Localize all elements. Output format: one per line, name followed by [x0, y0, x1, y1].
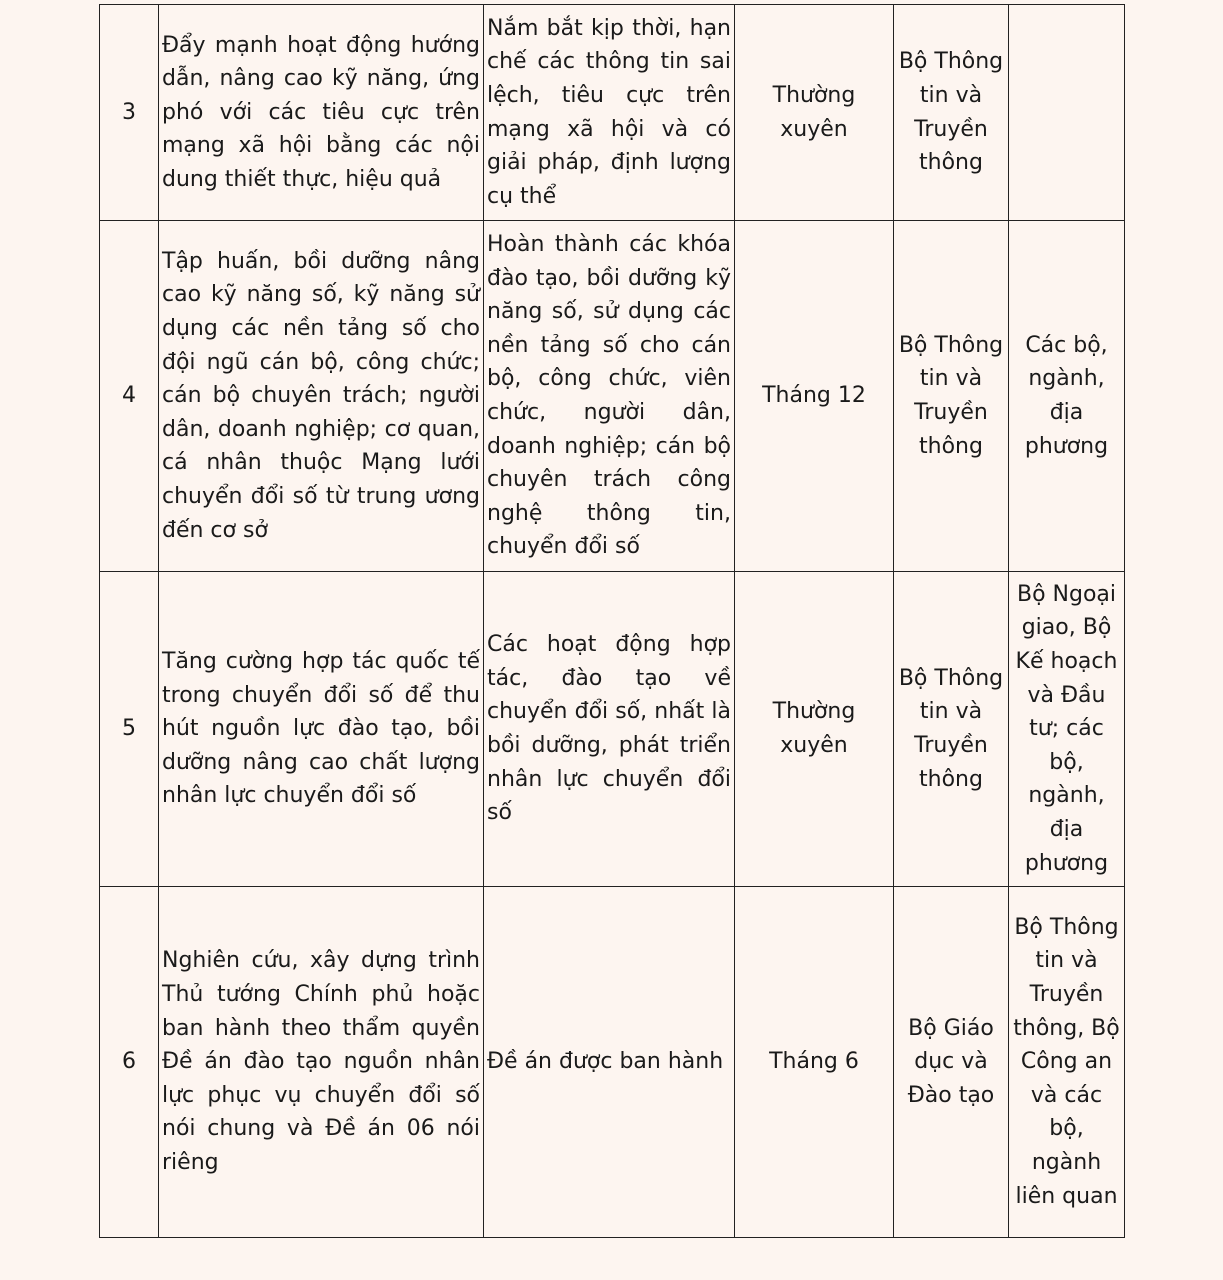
- row-number: 6: [100, 887, 159, 1238]
- expected-result: Nắm bắt kịp thời, hạn chế các thông tin sai lệch, tiêu cực trên mạng xã hội và có giải pháp, định lượng cụ thể: [484, 5, 735, 221]
- task-description: Tập huấn, bồi dưỡng nâng cao kỹ năng số, kỹ năng sử dụng các nền tảng số cho đội ngũ cán bộ, công chức; cán bộ chuyên trách; người dân, doanh nghiệp; cơ quan, cá nhân thuộc Mạng lưới chuyển đổi số từ trung ương đến cơ sở: [159, 221, 484, 572]
- table-row: [100, 221, 1125, 572]
- deadline: Tháng 6: [735, 887, 894, 1238]
- task-description: Đẩy mạnh hoạt động hướng dẫn, nâng cao kỹ năng, ứng phó với các tiêu cực trên mạng xã hội bằng các nội dung thiết thực, hiệu quả: [159, 5, 484, 221]
- table-row: [100, 5, 1125, 221]
- expected-result: Đề án được ban hành: [484, 887, 735, 1238]
- task-description: Nghiên cứu, xây dựng trình Thủ tướng Chính phủ hoặc ban hành theo thẩm quyền Đề án đào tạo nguồn nhân lực phục vụ chuyển đổi số nói chung và Đề án 06 nói riêng: [159, 887, 484, 1238]
- row-number: 3: [100, 5, 159, 221]
- task-description: Tăng cường hợp tác quốc tế trong chuyển đổi số để thu hút nguồn lực đào tạo, bồi dưỡng nâng cao chất lượng nhân lực chuyển đổi số: [159, 572, 484, 887]
- row-number: 4: [100, 221, 159, 572]
- coordinating-agency: [1009, 5, 1125, 221]
- lead-agency: Bộ Thông tin và Truyền thông: [894, 5, 1009, 221]
- deadline: Thường xuyên: [735, 572, 894, 887]
- row-number: 5: [100, 572, 159, 887]
- lead-agency: Bộ Giáo dục và Đào tạo: [894, 887, 1009, 1238]
- coordinating-agency: Các bộ, ngành, địa phương: [1009, 221, 1125, 572]
- expected-result: Các hoạt động hợp tác, đào tạo về chuyển đổi số, nhất là bồi dưỡng, phát triển nhân lực chuyển đổi số: [484, 572, 735, 887]
- lead-agency: Bộ Thông tin và Truyền thông: [894, 572, 1009, 887]
- deadline: Thường xuyên: [735, 5, 894, 221]
- table-row: [100, 887, 1125, 1238]
- lead-agency: Bộ Thông tin và Truyền thông: [894, 221, 1009, 572]
- coordinating-agency: Bộ Thông tin và Truyền thông, Bộ Công an và các bộ, ngành liên quan: [1009, 887, 1125, 1238]
- table-row: [100, 572, 1125, 887]
- deadline: Tháng 12: [735, 221, 894, 572]
- task-table: [99, 4, 1125, 1238]
- coordinating-agency: Bộ Ngoại giao, Bộ Kế hoạch và Đầu tư; các bộ, ngành, địa phương: [1009, 572, 1125, 887]
- expected-result: Hoàn thành các khóa đào tạo, bồi dưỡng kỹ năng số, sử dụng các nền tảng số cho cán bộ, công chức, viên chức, người dân, doanh nghiệp; cán bộ chuyên trách công nghệ thông tin, chuyển đổi số: [484, 221, 735, 572]
